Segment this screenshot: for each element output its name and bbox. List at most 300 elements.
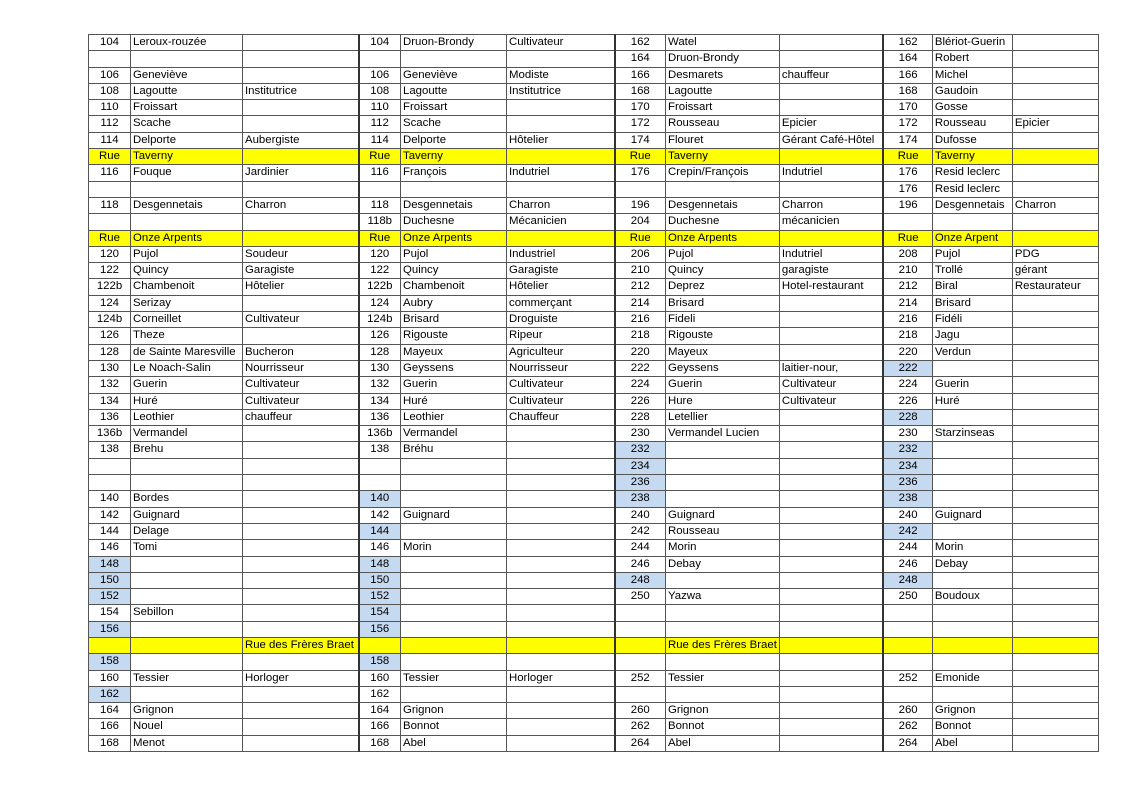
cell-3-name: Vermandel Lucien xyxy=(666,426,780,442)
cell-4-number: 260 xyxy=(883,703,932,719)
cell-3-occupation xyxy=(779,181,883,197)
cell-1-number xyxy=(89,475,131,491)
cell-1-number: 166 xyxy=(89,719,131,735)
cell-1-name: Scache xyxy=(131,116,243,132)
cell-1-occupation xyxy=(243,572,359,588)
cell-1-occupation: Soudeur xyxy=(243,246,359,262)
cell-1-number: 118 xyxy=(89,197,131,213)
cell-2-name xyxy=(401,589,507,605)
cell-3-occupation xyxy=(779,507,883,523)
cell-2-occupation: Mécanicien xyxy=(507,214,615,230)
cell-3-name: Taverny xyxy=(666,149,780,165)
cell-4-name: Emonide xyxy=(932,670,1012,686)
street-header-row xyxy=(89,149,1099,165)
cell-1-name xyxy=(131,589,243,605)
cell-3-name xyxy=(666,475,780,491)
cell-4-number: 226 xyxy=(883,393,932,409)
cell-2-name xyxy=(401,686,507,702)
cell-2-occupation xyxy=(507,523,615,539)
cell-1-number: 156 xyxy=(89,621,131,637)
cell-4-occupation xyxy=(1012,735,1098,751)
cell-1-name: Corneillet xyxy=(131,312,243,328)
cell-2-number: 112 xyxy=(359,116,401,132)
cell-4-name: Robert xyxy=(932,51,1012,67)
cell-4-name xyxy=(932,621,1012,637)
cell-2-occupation xyxy=(507,572,615,588)
cell-3-number: 170 xyxy=(615,100,666,116)
cell-3-occupation xyxy=(779,719,883,735)
cell-3-number xyxy=(615,621,666,637)
cell-3-occupation xyxy=(779,621,883,637)
cell-3-number: 246 xyxy=(615,556,666,572)
cell-2-number: 124b xyxy=(359,312,401,328)
cell-2-name: Morin xyxy=(401,540,507,556)
cell-2-occupation: Cultivateur xyxy=(507,393,615,409)
cell-1-occupation xyxy=(243,51,359,67)
cell-2-name xyxy=(401,475,507,491)
cell-3-number: Rue xyxy=(615,230,666,246)
cell-1-occupation xyxy=(243,589,359,605)
cell-1-occupation: Charron xyxy=(243,197,359,213)
cell-4-occupation xyxy=(1012,523,1098,539)
cell-1-name xyxy=(131,654,243,670)
cell-4-occupation: gérant xyxy=(1012,263,1098,279)
cell-4-occupation xyxy=(1012,719,1098,735)
cell-4-occupation xyxy=(1012,409,1098,425)
cell-1-number: 136b xyxy=(89,426,131,442)
cell-4-name xyxy=(932,442,1012,458)
cell-2-number: 166 xyxy=(359,719,401,735)
cell-1-occupation: Bucheron xyxy=(243,344,359,360)
cell-2-number xyxy=(359,475,401,491)
table-row xyxy=(89,312,1099,328)
cell-3-name: Geyssens xyxy=(666,360,780,376)
cell-3-occupation xyxy=(779,654,883,670)
cell-2-number: 168 xyxy=(359,735,401,751)
cell-3-name xyxy=(666,686,780,702)
cell-3-occupation xyxy=(779,605,883,621)
cell-4-occupation xyxy=(1012,458,1098,474)
cell-4-occupation xyxy=(1012,572,1098,588)
cell-3-occupation xyxy=(779,83,883,99)
cell-1-occupation xyxy=(243,295,359,311)
cell-4-occupation: Restaurateur xyxy=(1012,279,1098,295)
cell-3-name xyxy=(666,442,780,458)
cell-3-occupation xyxy=(779,295,883,311)
cell-4-name: Pujol xyxy=(932,246,1012,262)
cell-3-number: 228 xyxy=(615,409,666,425)
cell-4-occupation xyxy=(1012,149,1098,165)
cell-1-occupation xyxy=(243,523,359,539)
cell-3-name: Froissart xyxy=(666,100,780,116)
cell-3-occupation xyxy=(779,312,883,328)
cell-3-name: Guignard xyxy=(666,507,780,523)
cell-1-number xyxy=(89,214,131,230)
cell-2-number: 148 xyxy=(359,556,401,572)
table-row xyxy=(89,703,1099,719)
cell-3-occupation xyxy=(779,51,883,67)
cell-2-name: Desgennetais xyxy=(401,197,507,213)
table-row xyxy=(89,83,1099,99)
cell-1-occupation xyxy=(243,735,359,751)
cell-2-name: Guerin xyxy=(401,377,507,393)
cell-3-number: 262 xyxy=(615,719,666,735)
table-row xyxy=(89,409,1099,425)
cell-3-number: 244 xyxy=(615,540,666,556)
cell-4-occupation xyxy=(1012,605,1098,621)
cell-2-occupation xyxy=(507,181,615,197)
cell-3-occupation: Indutriel xyxy=(779,165,883,181)
cell-2-number: 140 xyxy=(359,491,401,507)
cell-2-occupation: Garagiste xyxy=(507,263,615,279)
cell-1-number: 122b xyxy=(89,279,131,295)
cell-3-number: 222 xyxy=(615,360,666,376)
cell-4-occupation xyxy=(1012,654,1098,670)
cell-1-name xyxy=(131,475,243,491)
cell-4-name: Guerin xyxy=(932,377,1012,393)
cell-4-number: 218 xyxy=(883,328,932,344)
table-row xyxy=(89,475,1099,491)
census-table xyxy=(88,34,1099,752)
cell-4-name: Abel xyxy=(932,735,1012,751)
cell-2-number: Rue xyxy=(359,230,401,246)
cell-3-name: Grignon xyxy=(666,703,780,719)
cell-3-number: 176 xyxy=(615,165,666,181)
cell-1-occupation xyxy=(243,556,359,572)
cell-2-name: Delporte xyxy=(401,132,507,148)
cell-1-occupation xyxy=(243,67,359,83)
cell-4-name: Rousseau xyxy=(932,116,1012,132)
cell-3-number: 226 xyxy=(615,393,666,409)
cell-3-number: 260 xyxy=(615,703,666,719)
table-row xyxy=(89,458,1099,474)
cell-3-name: Morin xyxy=(666,540,780,556)
cell-3-occupation: Epicier xyxy=(779,116,883,132)
cell-3-number: 210 xyxy=(615,263,666,279)
table-row xyxy=(89,100,1099,116)
cell-2-name: Rigouste xyxy=(401,328,507,344)
cell-2-occupation xyxy=(507,540,615,556)
cell-2-number: 136b xyxy=(359,426,401,442)
cell-2-name xyxy=(401,654,507,670)
cell-2-number: 104 xyxy=(359,35,401,51)
cell-1-number: 128 xyxy=(89,344,131,360)
cell-4-occupation xyxy=(1012,703,1098,719)
cell-2-name: Huré xyxy=(401,393,507,409)
cell-4-occupation xyxy=(1012,181,1098,197)
table-row xyxy=(89,181,1099,197)
cell-4-occupation xyxy=(1012,491,1098,507)
cell-2-number xyxy=(359,458,401,474)
cell-2-number: 144 xyxy=(359,523,401,539)
cell-4-name: Verdun xyxy=(932,344,1012,360)
cell-3-number: 264 xyxy=(615,735,666,751)
cell-2-occupation xyxy=(507,654,615,670)
cell-2-number: 154 xyxy=(359,605,401,621)
cell-1-name xyxy=(131,621,243,637)
cell-4-number: 214 xyxy=(883,295,932,311)
cell-3-occupation xyxy=(779,540,883,556)
cell-1-name: Pujol xyxy=(131,246,243,262)
cell-2-name xyxy=(401,458,507,474)
table-body xyxy=(89,35,1099,752)
cell-1-name: Grignon xyxy=(131,703,243,719)
cell-1-name xyxy=(131,637,243,653)
cell-2-occupation xyxy=(507,149,615,165)
cell-3-name: Letellier xyxy=(666,409,780,425)
cell-4-number: 176 xyxy=(883,181,932,197)
cell-2-number: 126 xyxy=(359,328,401,344)
cell-1-number: 112 xyxy=(89,116,131,132)
cell-4-name: Resid leclerc xyxy=(932,181,1012,197)
cell-4-occupation: Epicier xyxy=(1012,116,1098,132)
cell-1-name: Menot xyxy=(131,735,243,751)
cell-3-occupation xyxy=(779,442,883,458)
table-row xyxy=(89,605,1099,621)
cell-4-name: Desgennetais xyxy=(932,197,1012,213)
table-row xyxy=(89,295,1099,311)
cell-2-occupation: Hôtelier xyxy=(507,132,615,148)
cell-4-name xyxy=(932,409,1012,425)
cell-2-occupation xyxy=(507,735,615,751)
cell-4-number xyxy=(883,621,932,637)
cell-3-number: 206 xyxy=(615,246,666,262)
cell-3-occupation: Indutriel xyxy=(779,246,883,262)
cell-2-name: Aubry xyxy=(401,295,507,311)
table-row xyxy=(89,67,1099,83)
cell-4-name: Huré xyxy=(932,393,1012,409)
cell-4-name: Dufosse xyxy=(932,132,1012,148)
table-row xyxy=(89,132,1099,148)
cell-3-occupation: Charron xyxy=(779,197,883,213)
cell-2-number xyxy=(359,51,401,67)
cell-2-occupation xyxy=(507,637,615,653)
table-row xyxy=(89,589,1099,605)
cell-3-number: 224 xyxy=(615,377,666,393)
cell-2-occupation: Cultivateur xyxy=(507,35,615,51)
cell-4-number: 208 xyxy=(883,246,932,262)
cell-2-number: 160 xyxy=(359,670,401,686)
cell-3-name: Tessier xyxy=(666,670,780,686)
cell-2-name: Pujol xyxy=(401,246,507,262)
cell-4-name: Guignard xyxy=(932,507,1012,523)
cell-3-occupation xyxy=(779,344,883,360)
cell-3-name: Brisard xyxy=(666,295,780,311)
cell-4-name: Starzinseas xyxy=(932,426,1012,442)
cell-3-number: 164 xyxy=(615,51,666,67)
cell-2-number: 134 xyxy=(359,393,401,409)
cell-4-number: 264 xyxy=(883,735,932,751)
cell-1-number: 104 xyxy=(89,35,131,51)
cell-3-occupation xyxy=(779,686,883,702)
table-row xyxy=(89,197,1099,213)
cell-3-number: 162 xyxy=(615,35,666,51)
cell-3-number: 236 xyxy=(615,475,666,491)
cell-2-number: 164 xyxy=(359,703,401,719)
street-header-row xyxy=(89,230,1099,246)
cell-4-number: 224 xyxy=(883,377,932,393)
cell-1-occupation: Hôtelier xyxy=(243,279,359,295)
cell-2-name: Bonnot xyxy=(401,719,507,735)
cell-1-name xyxy=(131,214,243,230)
cell-2-number: 108 xyxy=(359,83,401,99)
cell-4-occupation xyxy=(1012,214,1098,230)
cell-2-number: 118 xyxy=(359,197,401,213)
cell-4-name: Onze Arpent xyxy=(932,230,1012,246)
cell-1-number: 158 xyxy=(89,654,131,670)
cell-4-occupation xyxy=(1012,475,1098,491)
table-row xyxy=(89,116,1099,132)
cell-3-number: 174 xyxy=(615,132,666,148)
cell-4-number: 238 xyxy=(883,491,932,507)
cell-4-number: 250 xyxy=(883,589,932,605)
cell-3-occupation xyxy=(779,735,883,751)
cell-3-name: Quincy xyxy=(666,263,780,279)
cell-2-occupation: Industriel xyxy=(507,246,615,262)
cell-2-number: 118b xyxy=(359,214,401,230)
cell-3-name: Rousseau xyxy=(666,523,780,539)
cell-2-occupation xyxy=(507,605,615,621)
cell-2-name: Guignard xyxy=(401,507,507,523)
cell-4-name: Grignon xyxy=(932,703,1012,719)
cell-3-number: 168 xyxy=(615,83,666,99)
cell-1-number xyxy=(89,51,131,67)
cell-2-name: Abel xyxy=(401,735,507,751)
cell-1-number: 164 xyxy=(89,703,131,719)
cell-1-number: 132 xyxy=(89,377,131,393)
cell-2-name: François xyxy=(401,165,507,181)
cell-4-name xyxy=(932,654,1012,670)
cell-4-number: 234 xyxy=(883,458,932,474)
cell-2-name xyxy=(401,556,507,572)
cell-3-occupation: Gérant Café-Hôtel xyxy=(779,132,883,148)
cell-1-name: Taverny xyxy=(131,149,243,165)
cell-2-number: 106 xyxy=(359,67,401,83)
table-row xyxy=(89,686,1099,702)
cell-4-number: 232 xyxy=(883,442,932,458)
cell-1-name xyxy=(131,458,243,474)
cell-4-number: 196 xyxy=(883,197,932,213)
cell-4-occupation: Charron xyxy=(1012,197,1098,213)
cell-4-number: 222 xyxy=(883,360,932,376)
cell-1-occupation xyxy=(243,149,359,165)
cell-4-number xyxy=(883,654,932,670)
cell-3-occupation xyxy=(779,230,883,246)
cell-2-number: Rue xyxy=(359,149,401,165)
cell-2-name: Chambenoit xyxy=(401,279,507,295)
cell-4-number: Rue xyxy=(883,230,932,246)
table-row xyxy=(89,377,1099,393)
cell-1-number: 136 xyxy=(89,409,131,425)
cell-4-number xyxy=(883,686,932,702)
cell-4-name: Resid leclerc xyxy=(932,165,1012,181)
cell-2-occupation xyxy=(507,458,615,474)
table-row xyxy=(89,360,1099,376)
cell-3-number xyxy=(615,181,666,197)
cell-1-name: Bordes xyxy=(131,491,243,507)
cell-2-name xyxy=(401,637,507,653)
cell-2-occupation xyxy=(507,116,615,132)
cell-1-number: 162 xyxy=(89,686,131,702)
cell-2-name: Grignon xyxy=(401,703,507,719)
cell-2-number: 162 xyxy=(359,686,401,702)
cell-2-name xyxy=(401,572,507,588)
cell-3-name: Duchesne xyxy=(666,214,780,230)
cell-2-occupation: Agriculteur xyxy=(507,344,615,360)
cell-3-number: 250 xyxy=(615,589,666,605)
cell-3-number: 238 xyxy=(615,491,666,507)
cell-3-number: 232 xyxy=(615,442,666,458)
cell-4-number: 176 xyxy=(883,165,932,181)
cell-2-occupation xyxy=(507,491,615,507)
cell-3-number: 248 xyxy=(615,572,666,588)
cell-2-occupation: Droguiste xyxy=(507,312,615,328)
cell-1-name: Delporte xyxy=(131,132,243,148)
cell-3-occupation: garagiste xyxy=(779,263,883,279)
cell-2-occupation xyxy=(507,51,615,67)
table-row xyxy=(89,491,1099,507)
cell-2-occupation: Cultivateur xyxy=(507,377,615,393)
cell-4-number: 168 xyxy=(883,83,932,99)
cell-2-number: 116 xyxy=(359,165,401,181)
cell-2-name: Druon-Brondy xyxy=(401,35,507,51)
cell-4-name: Michel xyxy=(932,67,1012,83)
cell-4-name xyxy=(932,458,1012,474)
cell-4-occupation xyxy=(1012,312,1098,328)
cell-3-occupation: chauffeur xyxy=(779,67,883,83)
cell-2-name xyxy=(401,523,507,539)
cell-2-name: Bréhu xyxy=(401,442,507,458)
cell-3-name xyxy=(666,654,780,670)
cell-1-occupation xyxy=(243,719,359,735)
cell-2-name: Leothier xyxy=(401,409,507,425)
cell-3-name: Abel xyxy=(666,735,780,751)
table-row xyxy=(89,442,1099,458)
cell-2-number: 122 xyxy=(359,263,401,279)
cell-3-occupation xyxy=(779,703,883,719)
cell-4-occupation xyxy=(1012,230,1098,246)
cell-4-number: 164 xyxy=(883,51,932,67)
cell-1-number: 144 xyxy=(89,523,131,539)
cell-3-name: Pujol xyxy=(666,246,780,262)
cell-4-name xyxy=(932,475,1012,491)
cell-3-name: Druon-Brondy xyxy=(666,51,780,67)
cell-2-name: Lagoutte xyxy=(401,83,507,99)
cell-1-name: Theze xyxy=(131,328,243,344)
cell-4-occupation xyxy=(1012,426,1098,442)
cell-4-number xyxy=(883,637,932,653)
cell-4-name xyxy=(932,572,1012,588)
cell-4-name: Fidéli xyxy=(932,312,1012,328)
cell-4-number: 246 xyxy=(883,556,932,572)
cell-2-occupation: commerçant xyxy=(507,295,615,311)
cell-1-number: 140 xyxy=(89,491,131,507)
cell-4-name xyxy=(932,686,1012,702)
cell-1-number: Rue xyxy=(89,149,131,165)
cell-4-number: 252 xyxy=(883,670,932,686)
cell-2-name: Geyssens xyxy=(401,360,507,376)
cell-1-name: Geneviève xyxy=(131,67,243,83)
cell-1-number: 138 xyxy=(89,442,131,458)
cell-2-occupation xyxy=(507,507,615,523)
cell-1-occupation xyxy=(243,475,359,491)
cell-1-occupation: Jardinier xyxy=(243,165,359,181)
cell-1-occupation: chauffeur xyxy=(243,409,359,425)
cell-1-occupation: Horloger xyxy=(243,670,359,686)
cell-4-number: 216 xyxy=(883,312,932,328)
cell-4-number: 242 xyxy=(883,523,932,539)
cell-4-name: Bonnot xyxy=(932,719,1012,735)
